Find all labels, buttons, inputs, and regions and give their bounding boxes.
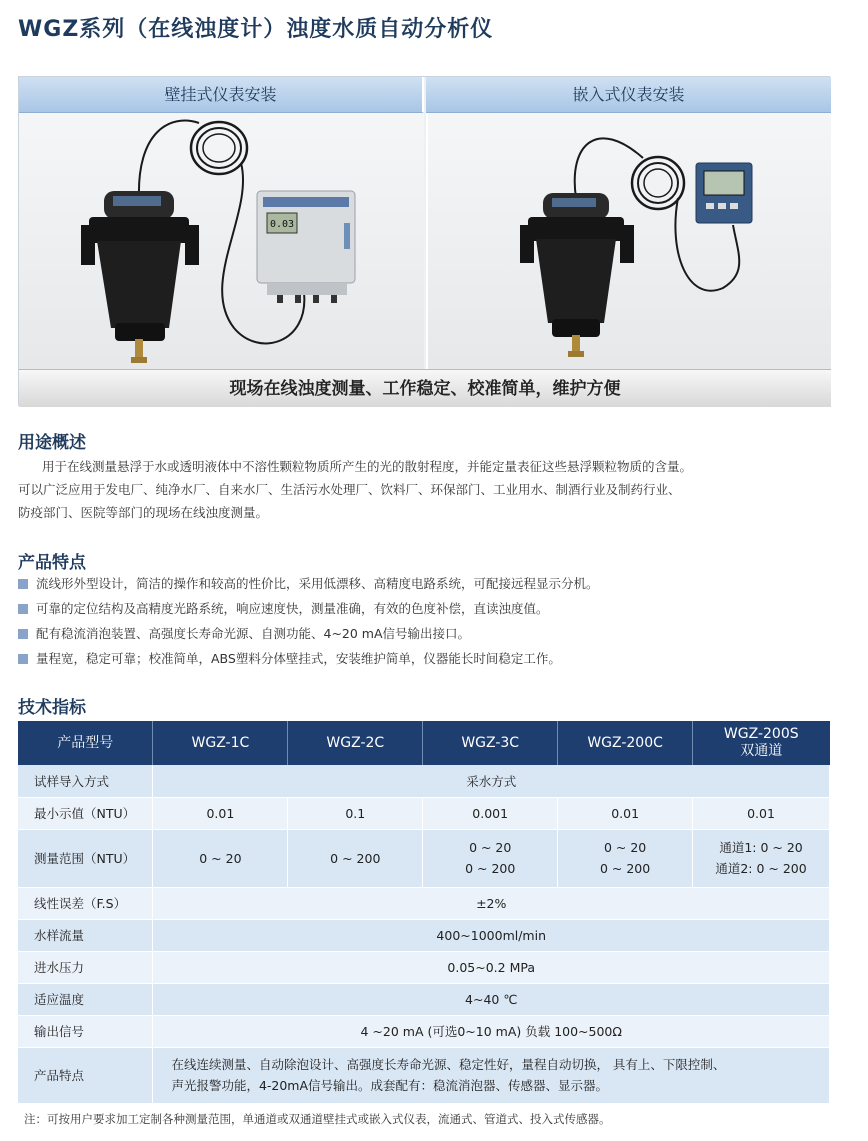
wall-mount-photo — [19, 113, 424, 369]
feature-item: 流线形外型设计，简洁的操作和较高的性价比，采用低漂移、高精度电路系统，可配接远程显示分机。 — [18, 574, 830, 594]
table-row: 水样流量 400~1000ml/min — [18, 919, 830, 951]
sensor-inlet — [572, 335, 580, 353]
header-wgz-200c: WGZ-200C — [558, 721, 693, 765]
cable-coil — [191, 122, 247, 174]
table-row: 产品特点 在线连续测量、自动除泡设计、高强度长寿命光源、稳定性好，量程自动切换， 具有上、下限控制、 声光报警功能，4-20mA信号输出。成套配有：稳流消泡器、传感器、显示器。 — [18, 1047, 830, 1103]
sensor-inlet — [135, 339, 143, 357]
sensor-body — [97, 241, 181, 328]
embedded-mount-photo — [426, 113, 831, 369]
header-wgz-200s: WGZ-200S 双通道 — [693, 721, 830, 765]
header-wgz-1c: WGZ-1C — [153, 721, 288, 765]
table-row: 最小示值（NTU） 0.01 0.1 0.001 0.01 0.01 — [18, 797, 830, 829]
cable-coil — [632, 157, 684, 209]
feature-item: 配有稳流消泡装置、高强度长寿命光源、自测功能、4~20 mA信号输出接口。 — [18, 624, 830, 644]
display-reading: 0.03 — [269, 219, 295, 230]
overview-heading: 用途概述 — [18, 433, 86, 453]
table-row: 输出信号 4 ~20 mA (可选0~10 mA) 负载 100~500Ω — [18, 1015, 830, 1047]
bullet-square-icon — [18, 579, 28, 589]
table-row: 进水压力 0.05~0.2 MPa — [18, 951, 830, 983]
table-row: 适应温度 4~40 ℃ — [18, 983, 830, 1015]
spec-header-row — [18, 721, 830, 765]
sensor-bracket — [89, 217, 189, 243]
page-title: WGZ系列（在线浊度计）浊度水质自动分析仪 — [18, 17, 494, 42]
product-banner — [18, 76, 830, 406]
overview-line-3: 防疫部门、医院等部门的现场在线浊度测量。 — [18, 505, 269, 520]
controller-display — [704, 171, 744, 195]
table-row: 试样导入方式 采水方式 — [18, 765, 830, 797]
feature-item: 量程宽，稳定可靠；校准简单，ABS塑料分体壁挂式，安装维护简单，仪器能长时间稳定工作。 — [18, 649, 830, 669]
table-row: 测量范围（NTU） 0 ~ 20 0 ~ 200 0 ~ 20 0 ~ 200 0 ~ 20 0 ~ 200 通道1: 0 ~ 20 通道2: 0 ~ 200 — [18, 829, 830, 887]
spec-table — [18, 721, 830, 1104]
feature-item: 可靠的定位结构及高精度光路系统，响应速度快，测量准确，有效的色度补偿，直读浊度值。 — [18, 599, 830, 619]
wall-mount-label: 壁挂式仪表安装 — [19, 77, 424, 113]
bullet-square-icon — [18, 604, 28, 614]
embedded-mount-illustration — [428, 113, 833, 369]
spec-heading: 技术指标 — [18, 698, 86, 718]
header-wgz-3c: WGZ-3C — [423, 721, 558, 765]
header-model: 产品型号 — [18, 721, 153, 765]
wall-mount-illustration — [19, 113, 424, 369]
overview-line-2: 可以广泛应用于发电厂、纯净水厂、自来水厂、生活污水处理厂、饮料厂、环保部门、工业用水、制酒行业及制药行业、 — [18, 482, 681, 497]
sensor-bracket — [528, 217, 624, 241]
table-row: 线性误差（F.S） ±2% — [18, 887, 830, 919]
embedded-mount-label: 嵌入式仪表安装 — [426, 77, 831, 113]
sensor-body — [536, 239, 616, 323]
banner-caption: 现场在线浊度测量、工作稳定、校准简单，维护方便 — [19, 369, 831, 407]
sensor-cable — [139, 121, 199, 198]
footnote: 注：可按用户要求加工定制各种测量范围，单通道或双通道壁挂式或嵌入式仪表，流通式、管道式、投入式传感器。 — [24, 1112, 611, 1126]
overview-text — [18, 455, 830, 524]
features-heading: 产品特点 — [18, 553, 86, 573]
header-wgz-2c: WGZ-2C — [288, 721, 423, 765]
bullet-square-icon — [18, 654, 28, 664]
bullet-square-icon — [18, 629, 28, 639]
overview-line-1: 用于在线测量悬浮于水或透明液体中不溶性颗粒物质所产生的光的散射程度，并能定量表征这些悬浮颗粒物质的含量。 — [42, 459, 693, 474]
